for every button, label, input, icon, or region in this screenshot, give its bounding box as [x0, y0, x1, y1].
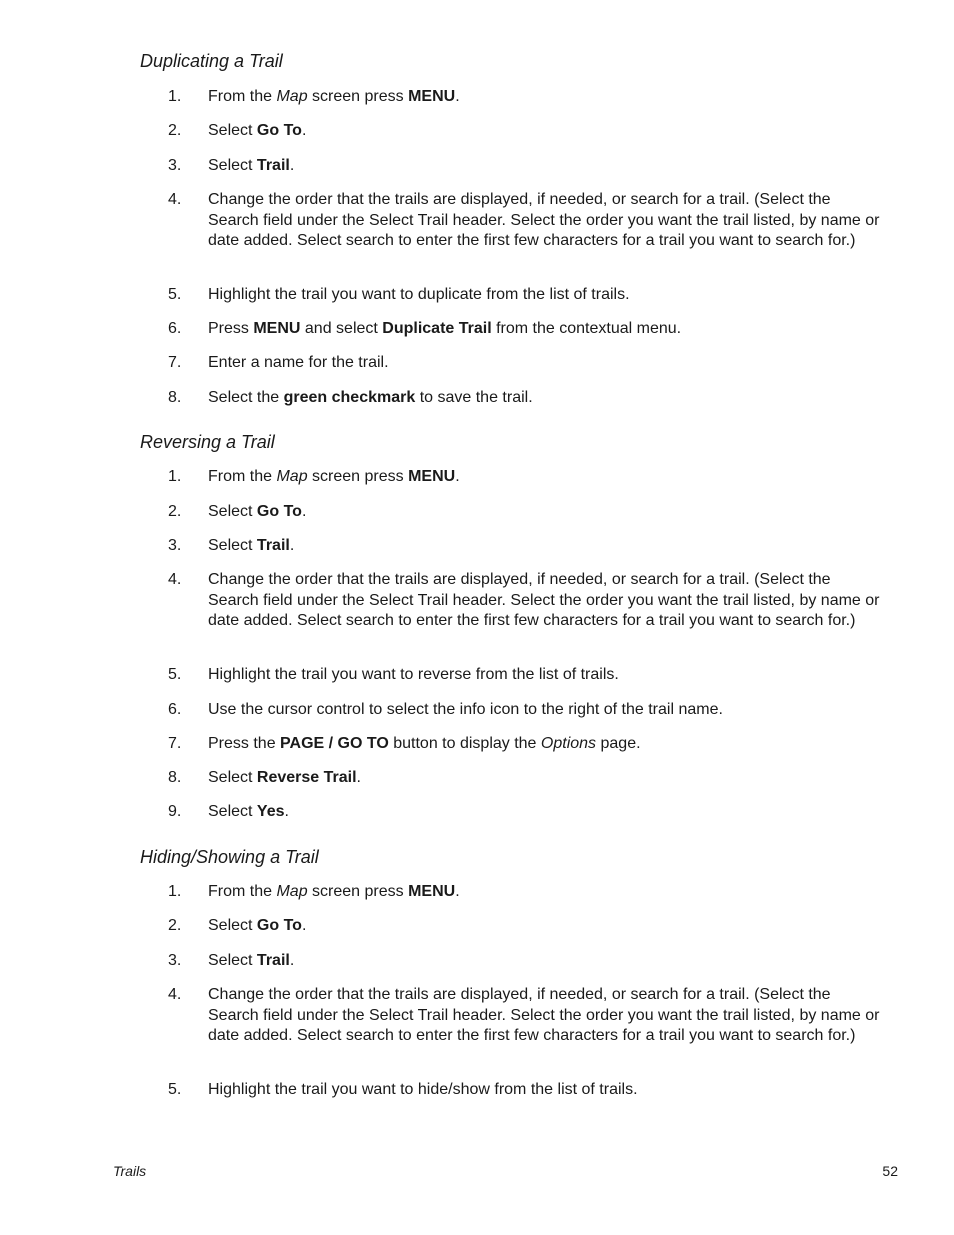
text-run: Select	[208, 952, 257, 969]
text-run: Select	[208, 537, 257, 554]
text-run: Highlight the trail you want to duplicate from the list of trails.	[208, 286, 630, 303]
step-number: 6.	[168, 320, 182, 337]
step	[168, 916, 883, 937]
step-text	[208, 882, 883, 903]
step	[168, 734, 883, 755]
bold-term: MENU	[253, 320, 301, 337]
bold-term: Reverse Trail	[256, 769, 357, 786]
section-title-duplicating: Duplicating a Trail	[140, 51, 283, 71]
step-number: 3.	[168, 952, 182, 969]
step-number: 5.	[168, 286, 182, 303]
step-text	[208, 156, 883, 177]
step	[168, 570, 883, 632]
italic-term: Map	[276, 88, 308, 105]
step-text	[208, 353, 883, 374]
text-run: Change the order that the trails are displayed, if needed, or search for a trail. (Select the Search field under the Select Trail header. Select the order you want the trail listed, by name or date added. Select search to enter the first few characters for a trail you want to search for.)	[208, 986, 880, 1044]
step-number: 5.	[168, 666, 182, 683]
text-run: button to display the	[388, 735, 541, 752]
text-run: Select	[208, 157, 257, 174]
step-number: 8.	[168, 389, 182, 406]
step	[168, 502, 883, 523]
step-text	[208, 536, 883, 557]
text-run: .	[455, 468, 460, 485]
text-run: Enter a name for the trail.	[208, 354, 389, 371]
step	[168, 467, 883, 488]
text-run: page.	[596, 735, 641, 752]
text-run: .	[289, 157, 295, 174]
text-run: Press the	[208, 735, 281, 752]
step	[168, 285, 883, 306]
text-run: screen press	[307, 88, 409, 105]
text-run: .	[289, 952, 295, 969]
step-number: 4.	[168, 571, 182, 588]
step	[168, 1080, 883, 1101]
step-text	[208, 570, 883, 632]
step	[168, 190, 883, 252]
bold-term: MENU	[408, 88, 456, 105]
step	[168, 985, 883, 1047]
text-run: .	[301, 122, 307, 139]
text-run: From the	[208, 468, 277, 485]
step	[168, 665, 883, 686]
step	[168, 353, 883, 374]
step-number: 3.	[168, 537, 182, 554]
text-run: from the contextual menu.	[491, 320, 682, 337]
text-run: Highlight the trail you want to reverse from the list of trails.	[208, 666, 619, 683]
step-text	[208, 768, 883, 789]
step-text	[208, 285, 883, 306]
text-run: Select	[208, 503, 257, 520]
step-text	[208, 700, 883, 721]
step-text	[208, 502, 883, 523]
step-text	[208, 87, 883, 108]
step	[168, 156, 883, 177]
bold-term: MENU	[408, 883, 456, 900]
step	[168, 388, 883, 409]
step-number: 9.	[168, 803, 182, 820]
step	[168, 319, 883, 340]
step-number: 5.	[168, 1081, 182, 1098]
step-text	[208, 734, 883, 755]
step-text	[208, 319, 883, 340]
text-run: .	[289, 537, 295, 554]
step-text	[208, 190, 883, 252]
bold-term: MENU	[408, 468, 456, 485]
text-run: to save the trail.	[415, 389, 533, 406]
bold-term: Duplicate Trail	[382, 320, 492, 337]
text-run: Select	[208, 769, 257, 786]
footer-chapter: Trails	[113, 1163, 147, 1179]
step	[168, 951, 883, 972]
step-number: 8.	[168, 769, 182, 786]
text-run: Select	[208, 122, 257, 139]
step	[168, 121, 883, 142]
text-run: .	[284, 803, 289, 820]
step-text	[208, 467, 883, 488]
text-run: .	[356, 769, 361, 786]
step-number: 7.	[168, 735, 182, 752]
step-number: 4.	[168, 986, 182, 1003]
bold-term: Go To	[256, 917, 302, 934]
section-title-reversing: Reversing a Trail	[140, 432, 275, 452]
bold-term: Trail	[256, 537, 290, 554]
text-run: screen press	[307, 468, 409, 485]
step-number: 2.	[168, 503, 182, 520]
text-run: and select	[300, 320, 383, 337]
step-text	[208, 1080, 883, 1101]
text-run: Change the order that the trails are displayed, if needed, or search for a trail. (Select the Search field under the Select Trail header. Select the order you want the trail listed, by name or date added. Select search to enter the first few characters for a trail you want to search for.)	[208, 191, 880, 249]
text-run: screen press	[307, 883, 409, 900]
step-number: 3.	[168, 157, 182, 174]
text-run: .	[301, 503, 307, 520]
text-run: Select the	[208, 389, 284, 406]
text-run: .	[455, 88, 460, 105]
step	[168, 536, 883, 557]
text-run: .	[455, 883, 460, 900]
text-run: From the	[208, 883, 277, 900]
italic-term: Options	[540, 735, 597, 752]
step-text	[208, 121, 883, 142]
bold-term: Go To	[256, 122, 302, 139]
step-text	[208, 802, 883, 823]
text-run: Select	[208, 917, 257, 934]
italic-term: Map	[276, 883, 308, 900]
text-run: Use the cursor control to select the info icon to the right of the trail name.	[208, 701, 723, 718]
bold-term: green checkmark	[283, 389, 416, 406]
step	[168, 700, 883, 721]
bold-term: PAGE / GO TO	[280, 735, 389, 752]
text-run: Select	[208, 803, 257, 820]
step-number: 6.	[168, 701, 182, 718]
text-run: Change the order that the trails are displayed, if needed, or search for a trail. (Select the Search field under the Select Trail header. Select the order you want the trail listed, by name or date added. Select search to enter the first few characters for a trail you want to search for.)	[208, 571, 880, 629]
step-number: 1.	[168, 883, 182, 900]
text-run: .	[301, 917, 307, 934]
footer-page-number: 52	[882, 1163, 898, 1179]
text-run: Highlight the trail you want to hide/show from the list of trails.	[208, 1081, 638, 1098]
step-number: 2.	[168, 917, 182, 934]
bold-term: Trail	[256, 952, 290, 969]
section-title-hiding-showing: Hiding/Showing a Trail	[140, 847, 319, 867]
step	[168, 882, 883, 903]
step-number: 2.	[168, 122, 182, 139]
step-number: 1.	[168, 88, 182, 105]
step-text	[208, 388, 883, 409]
step	[168, 87, 883, 108]
step	[168, 802, 883, 823]
step-text	[208, 916, 883, 937]
bold-term: Trail	[256, 157, 290, 174]
bold-term: Yes	[256, 803, 285, 820]
italic-term: Map	[276, 468, 308, 485]
step-number: 4.	[168, 191, 182, 208]
step-text	[208, 951, 883, 972]
text-run: Press	[208, 320, 254, 337]
bold-term: Go To	[256, 503, 302, 520]
step-text	[208, 985, 883, 1047]
step-number: 7.	[168, 354, 182, 371]
step-text	[208, 665, 883, 686]
step	[168, 768, 883, 789]
step-number: 1.	[168, 468, 182, 485]
text-run: From the	[208, 88, 277, 105]
